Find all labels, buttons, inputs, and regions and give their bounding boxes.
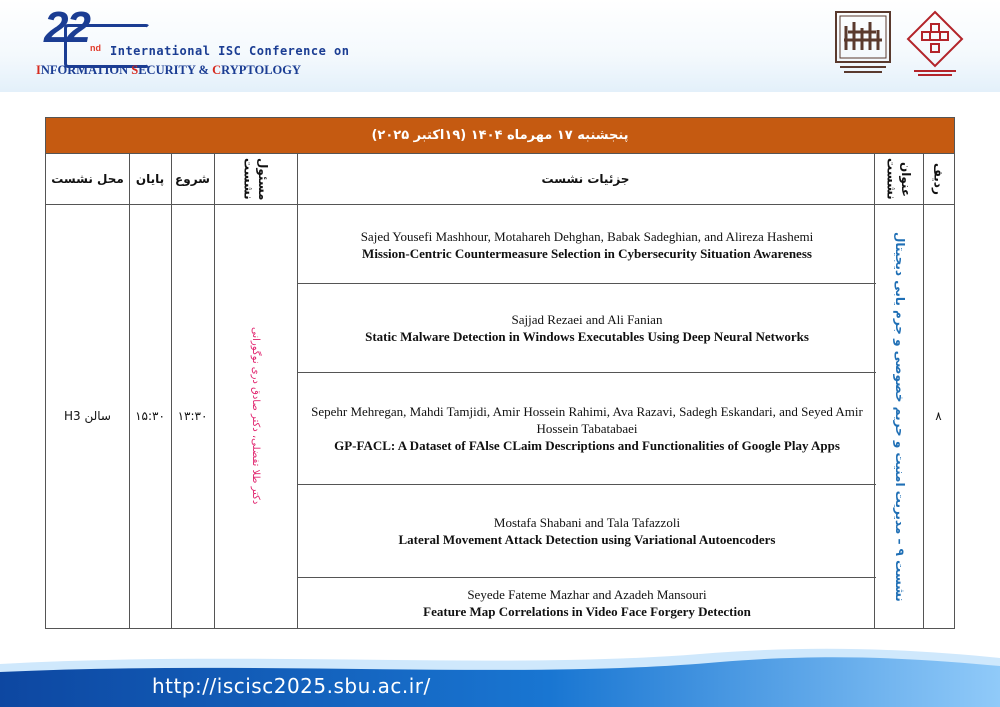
paper-entry xyxy=(298,485,876,578)
session-table xyxy=(45,117,955,629)
paper-authors: Sajed Yousefi Mashhour, Motahareh Dehghan, Babak Sadeghian, and Alireza Hashemi xyxy=(360,228,814,244)
paper-entry xyxy=(298,284,876,373)
iranian-society-of-cryptology-logo xyxy=(904,10,966,78)
paper-authors: Seyede Fateme Mazhar and Azadeh Mansouri xyxy=(467,586,707,602)
end-time-cell: ۱۵:۳۰ xyxy=(135,408,165,423)
conference-url-link[interactable]: http://iscisc2025.sbu.ac.ir/ xyxy=(152,674,431,698)
paper-authors: Sepehr Mehregan, Mahdi Tamjidi, Amir Hossein Rahimi, Ava Razavi, Sadegh Eskandari, and Seyed Amir Hossein Tabatabaei xyxy=(311,404,863,436)
header-details: جزئیات نشست xyxy=(541,171,630,186)
paper-title: GP-FACL: A Dataset of FAlse CLaim Descriptions and Functionalities of Google Play Apps xyxy=(334,438,840,453)
location-cell: سالن H3 xyxy=(64,408,111,423)
shahid-beheshti-university-logo xyxy=(834,10,892,78)
conference-number: 22 xyxy=(44,3,89,52)
session-chair-cell: دکتر طلا تفضلی، دکتر صادق دری نوگورانی xyxy=(250,327,261,505)
header-session-title: عنوان نشست xyxy=(884,158,913,200)
paper-title: Static Malware Detection in Windows Executables Using Deep Neural Networks xyxy=(365,329,809,344)
header-end: پایان xyxy=(135,171,165,186)
paper-entry xyxy=(298,578,876,627)
row-number-cell: ۸ xyxy=(935,408,942,423)
conference-name-line2: INFORMATION SECURITY & CRYPTOLOGY xyxy=(36,63,302,77)
header-location: محل نشست xyxy=(51,171,124,186)
conference-number-suffix: nd xyxy=(90,43,101,53)
paper-entry xyxy=(298,373,876,485)
paper-entry xyxy=(298,206,876,284)
paper-title: Lateral Movement Attack Detection using Variational Autoencoders xyxy=(398,532,776,547)
header-chair: مسئول نشست xyxy=(241,157,270,201)
header-start: شروع xyxy=(175,171,210,186)
page-header xyxy=(0,0,1000,92)
footer-wave xyxy=(0,640,1000,707)
conference-name-line1: International ISC Conference on xyxy=(110,44,350,58)
paper-authors: Mostafa Shabani and Tala Tafazzoli xyxy=(493,515,681,530)
header-row-number: ردیف xyxy=(931,163,946,195)
paper-title: Mission-Centric Countermeasure Selection in Cybersecurity Situation Awareness xyxy=(362,245,812,261)
start-time-cell: ۱۳:۳۰ xyxy=(177,408,208,423)
paper-authors: Sajjad Rezaei and Ali Fanian xyxy=(511,312,663,327)
session-title-cell: نشست ۹ – مدیریت امنیت و حریم خصوصی و جرم یابی دیجیتال xyxy=(892,231,907,602)
session-date: پنجشنبه ۱۷ مهرماه ۱۴۰۴ (۱۹اکتبر ۲۰۲۵) xyxy=(46,118,954,153)
paper-title: Feature Map Correlations in Video Face Forgery Detection xyxy=(423,603,751,619)
